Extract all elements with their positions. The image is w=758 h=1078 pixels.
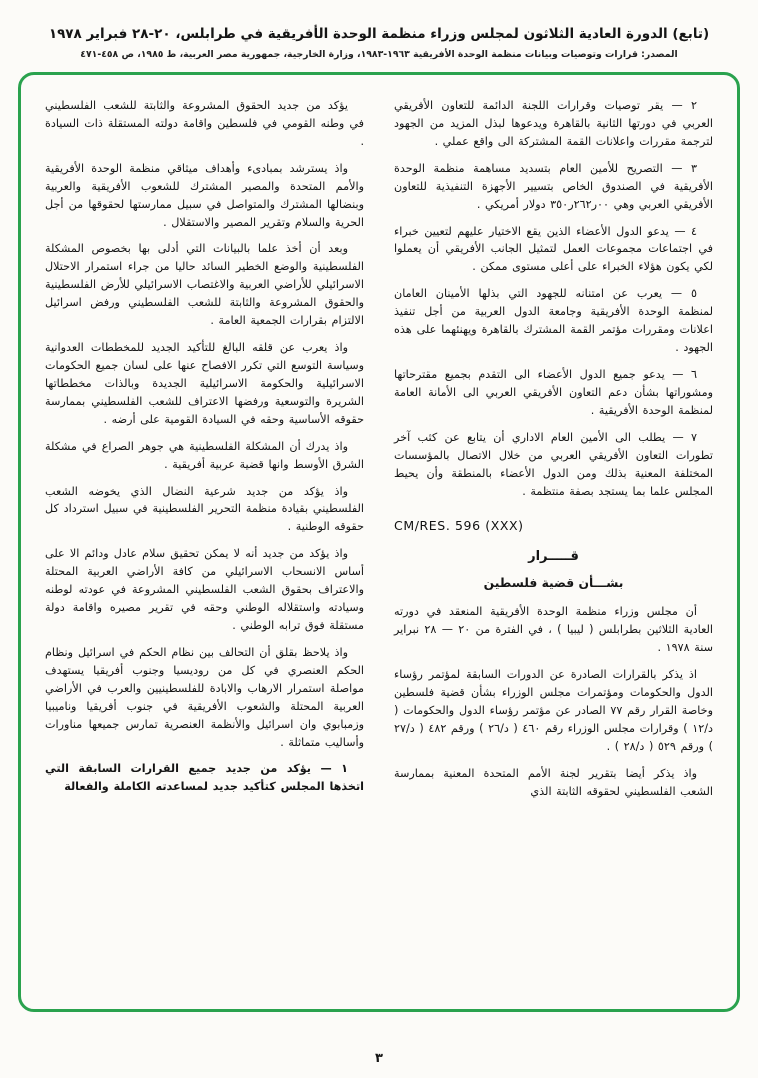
operative-paragraph-1: ١ — يؤكد من جديد جميع القرارات السابقة التي اتخذها المجلس كتأكيد جديد لمساعدته الكاملة والفعالة <box>45 762 364 794</box>
paragraph: واذ يعرب عن قلقه البالغ للتأكيد الجديد للمخططات العدوانية وسياسة التوسع التي تكرر الافصاح عنها على لسان جميع الحكومات الاسرائيلية والحكومة الاسرائيلية الجديدة وبالذات مخططاتها الشريرة والتوسعية ورفضها الاعتراف للشعب الفلسطيني بممارسة حقوقه الأساسية وحقه في السيادة القومية على أرضه . <box>45 341 364 426</box>
header-title: (تابع) الدورة العادية الثلاثون لمجلس وزراء منظمة الوحدة الأفريقية في طرابلس، ٢٠-٢٨ فبراير ١٩٧٨ <box>48 26 710 42</box>
page-header <box>0 0 758 60</box>
paragraph: واذ يسترشد بمبادىء وأهداف ميثاقي منظمة الوحدة الأفريقية والأمم المتحدة والمصير المشترك للشعوب الأفريقية والعربية وبنضالها المشترك والمتواصل في سبيل ممارستها لحقوقها من أجل الحرية والسلام وتقرير المصير والاستقلال . <box>45 161 364 229</box>
paragraph: واذ يدرك أن المشكلة الفلسطينية هي جوهر الصراع في مشكلة الشرق الأوسط وانها قضية عربية أفريقية . <box>45 439 364 471</box>
resolution-preamble-list <box>394 603 713 800</box>
paragraph: واذ يؤكد من جديد شرعية النضال الذي يخوضه الشعب الفلسطيني بقيادة منظمة التحرير الفلسطينية في سبيل استرداد كل حقوقه الوطنية . <box>45 484 364 534</box>
paragraph: ٦ — يدعو جميع الدول الأعضاء الى التقدم بجميع مقترحاتها ومشوراتها بشأن دعم التعاون الأفريقي العربي الى الأمانة العامة لمنظمة الوحدة الأفريقية . <box>394 367 713 417</box>
resolution-title: قـــــرار <box>528 549 579 565</box>
paragraph: أن مجلس وزراء منظمة الوحدة الأفريقية المنعقد في دورته العادية الثلاثين بطرابلس ( ليبيا ) ، في الفترة من ٢٠ — ٢٨ نبراير سنة ١٩٧٨ . <box>394 605 713 655</box>
content-border-box <box>18 72 740 1012</box>
paragraph: ٤ — يدعو الدول الأعضاء الذين يقع الاختيار عليهم لتعيين خبراء في اجتماعات مجموعات العمل لتمثيل الجانب الأفريقي أن يعملوا لكي يكون هؤلاء الخبراء على أعلى مستوى ممكن . <box>394 224 713 274</box>
preamble-continuation-list <box>45 97 364 751</box>
two-column-layout <box>45 97 713 993</box>
paragraph: ٢ — يقر توصيات وقرارات اللجنة الدائمة للتعاون الأفريقي العربي في دورتها الثانية بالقاهرة ويدعوها لبذل المزيد من الجهود لترجمة مقررات واعلانات القمة المشتركة الى واقع عملي . <box>394 99 713 148</box>
paragraph: واذ يذكر أيضا بتقرير لجنة الأمم المتحدة المعنية بممارسة الشعب الفلسطيني لحقوقه الثابتة الذي <box>394 766 713 798</box>
column-right <box>394 97 713 993</box>
paragraph: وبعد أن أخذ علما بالبيانات التي أدلى بها بخصوص المشكلة الفلسطينية والوضع الخطير السائد حاليا من جراء استمرار الاحتلال الاسرائيلي للأراضي العربية والاغتصاب الاسرائيلي للأرض الفلسطينية والحقوق المشروعة والثابتة للشعب الفلسطيني ورفض اسرائيل الالتزام بقرارات الجمعية العامة . <box>45 242 364 328</box>
paragraph: اذ يذكر بالقرارات الصادرة عن الدورات السابقة لمؤتمر رؤساء الدول والحكومات ومؤتمرات مجلس الوزراء بشأن قضية فلسطين وخاصة القرار رقم ٧٧ الصادر عن مؤتمر رؤساء الدول والحكومات ( د/١٢ ) وقرارات مجلس الوزراء رقم ٤٦٠ ( د/٢٦ ) ورقم ٤٨٢ ( د/٢٧ ) ورقم ٥٢٩ ( د/٢٨ ) . <box>394 668 713 753</box>
paragraph: واذ يلاحظ بقلق أن التحالف بين نظام الحكم في اسرائيل ونظام الحكم العنصري في كل من روديسيا وجنوب أفريقيا يستهدف مواصلة استمرار الارهاب والابادة للفلسطينيين والعرب في الأراضي العربية المحتلة والشعوب الأفريقية في جنوب أفريقيا وناميبيا وزمبابوي وان اسرائيل والأنظمة العنصرية تمارس جميعها مناورات وأساليب متماثلة . <box>45 645 364 749</box>
page-number: ٣ <box>375 1051 383 1066</box>
resolution-subject: بشـــأن قضية فلسطين <box>483 576 624 591</box>
paragraph: ٣ — التصريح للأمين العام بتسديد مساهمة منظمة الوحدة الأفريقية في الصندوق الخاص بتسيير الأجهزة التنفيذية للتعاون الأفريقي العربي وهي ٠٠ر٢٦٢ر٣٥٠ دولار أمريكي . <box>394 161 713 211</box>
paragraph: ٥ — يعرب عن امتنانه للجهود التي بذلها الأمينان العامان لمنظمة الوحدة الأفريقية وجامعة الدول العربية من أجل تنفيذ اعلانات ومقررات مؤتمر القمة المشترك بالقاهرة ويهنئهما على هذه الجهود . <box>394 287 713 355</box>
resolution-items-list <box>394 97 713 500</box>
paragraph: يؤكد من جديد الحقوق المشروعة والثابتة للشعب الفلسطيني في وطنه القومي في فلسطين واقامة دولته المستقلة ذات السيادة . <box>45 99 364 148</box>
resolution-code: CM/RES. 596 (XXX) <box>394 518 524 534</box>
paragraph: واذ يؤكد من جديد أنه لا يمكن تحقيق سلام عادل ودائم الا على أساس الانسحاب الاسرائيلي من كافة الأراضي العربية المحتلة والاعتراف بحقوق الشعب الفلسطيني المشروعة في عودته لوطنه وسيادته واستقلاله الوطني وحقه في تقرير مصيره واقامة دولة مستقلة فوق ترابه الوطني . <box>45 547 364 632</box>
column-left <box>45 97 364 993</box>
paragraph: ٧ — يطلب الى الأمين العام الاداري أن يتابع عن كثب آخر تطورات التعاون الأفريقي العربي من خلال الاتصال بالمؤسسات المختلفة المعنية بذلك ومن الدول الأعضاء بالمنطقة وأن يحيط المجلس علما بما يستجد بصفة منتظمة . <box>394 430 713 498</box>
source-line: المصدر: قرارات وتوصيات وبيانات منظمة الوحدة الأفريقية ١٩٦٣-١٩٨٣، وزارة الخارجية، جمهورية مصر العربية، ط ١٩٨٥، ص ٤٥٨-٤٧١ <box>80 49 678 60</box>
